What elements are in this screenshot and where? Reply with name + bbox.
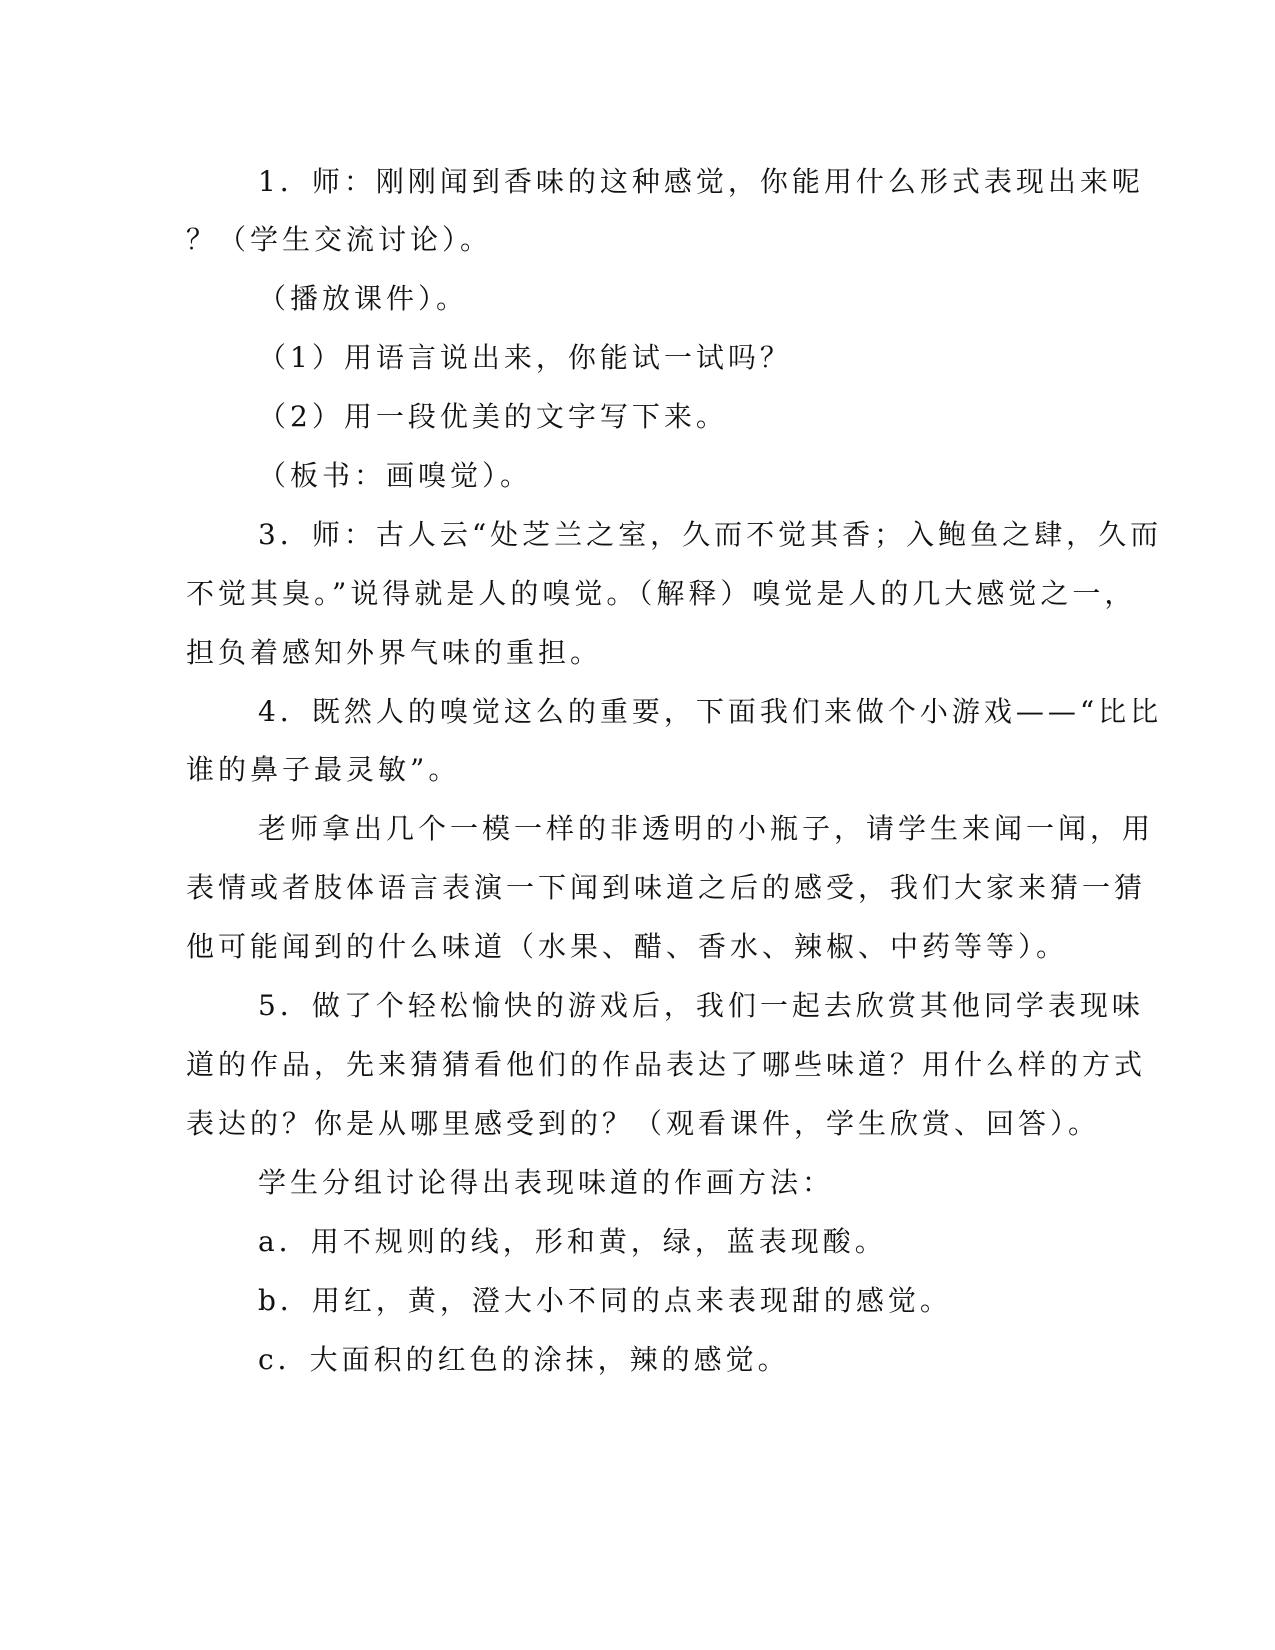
paragraph-line: b．用红，黄，澄大小不同的点来表现甜的感觉。 — [258, 1284, 952, 1317]
paragraph-line: 老师拿出几个一模一样的非透明的小瓶子，请学生来闻一闻，用 — [258, 812, 1155, 845]
paragraph-line: （1）用语言说出来，你能试一试吗？ — [258, 341, 792, 374]
paragraph-line: c．大面积的红色的涂抹，辣的感觉。 — [258, 1343, 790, 1376]
paragraph-line: 表达的？你是从哪里感受到的？（观看课件，学生欣赏、回答）。 — [186, 1107, 1101, 1140]
paragraph-line: 5．做了个轻松愉快的游戏后，我们一起去欣赏其他同学表现味 — [258, 989, 1144, 1022]
paragraph-line: ？（学生交流讨论）。 — [186, 223, 493, 256]
paragraph-line: 1．师：刚刚闻到香味的这种感觉，你能用什么形式表现出来呢 — [258, 165, 1144, 198]
paragraph-line: 他可能闻到的什么味道（水果、醋、香水、辣椒、中药等等）。 — [186, 930, 1069, 963]
paragraph-line: 不觉其臭。”说得就是人的嗅觉。（解释）嗅觉是人的几大感觉之一， — [186, 577, 1137, 610]
paragraph-line: a．用不规则的线，形和黄，绿，蓝表现酸。 — [258, 1225, 887, 1258]
paragraph-line: （2）用一段优美的文字写下来。 — [258, 400, 728, 433]
paragraph-line: 表情或者肢体语言表演一下闻到味道之后的感受，我们大家来猜一猜 — [186, 871, 1147, 904]
paragraph-line: 4．既然人的嗅觉这么的重要，下面我们来做个小游戏——“比比 — [258, 695, 1163, 728]
paragraph-line: （板书：画嗅觉）。 — [258, 459, 533, 492]
paragraph-line: 担负着感知外界气味的重担。 — [186, 636, 603, 669]
paragraph-line: 道的作品，先来猜猜看他们的作品表达了哪些味道？用什么样的方式 — [186, 1048, 1147, 1081]
paragraph-line: 3．师：古人云“处芝兰之室，久而不觉其香；入鲍鱼之肆，久而 — [258, 518, 1163, 551]
paragraph-line: （播放课件）。 — [258, 282, 469, 315]
paragraph-line: 谁的鼻子最灵敏”。 — [186, 753, 461, 786]
paragraph-line: 学生分组讨论得出表现味道的作画方法： — [258, 1166, 835, 1199]
